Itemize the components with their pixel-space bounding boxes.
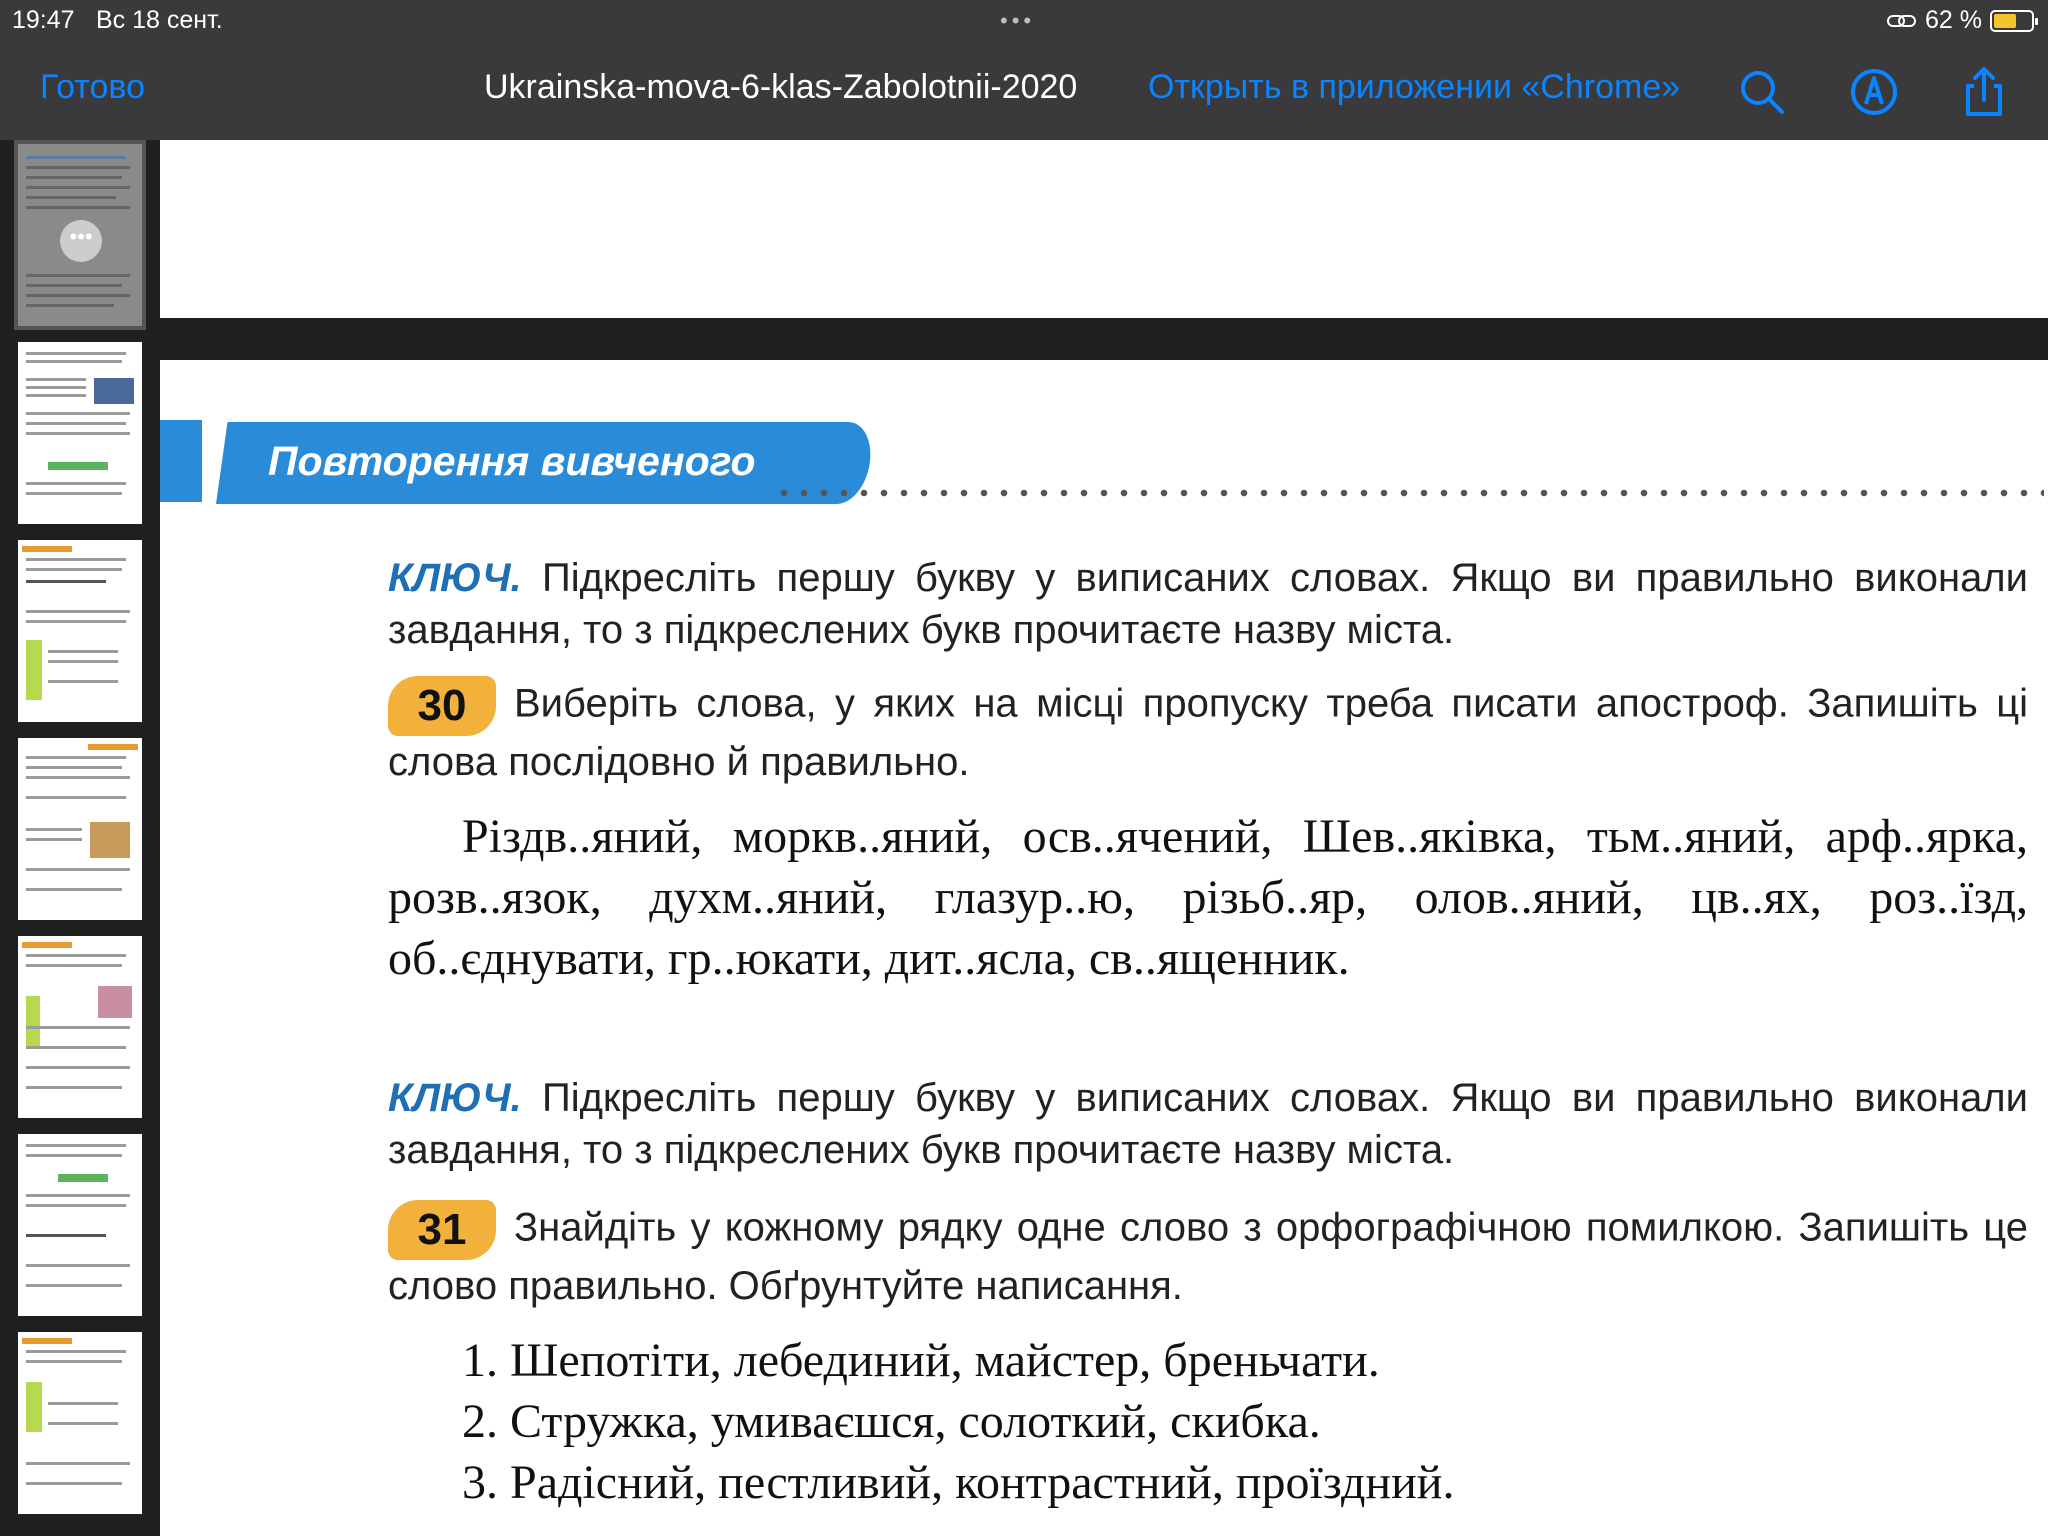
status-time: 19:47 (12, 6, 75, 34)
exercise-31-item: 2. Стружка, умиваєшся, солоткий, скибка. (462, 1395, 1321, 1448)
share-icon[interactable] (1956, 64, 2012, 120)
open-in-chrome-button[interactable]: Открыть в приложении «Chrome» (1148, 68, 1681, 106)
key-label: КЛЮЧ. (388, 556, 522, 600)
section-title: Повторення вивченого (268, 438, 756, 484)
key-instruction-2 (388, 1072, 2028, 1176)
previous-page-bottom (160, 140, 2048, 318)
key-text: Підкресліть першу букву у виписаних словах. Якщо ви правильно виконали завдання, то з підкреслених букв прочитаєте назву міста. (388, 556, 2028, 652)
markup-icon[interactable] (1846, 64, 1902, 120)
exercise-text: Виберіть слова, у яких на місці пропуску треба писати апостроф. Запишіть ці слова послідовно й правильно. (388, 681, 2028, 784)
section-banner-stripe (160, 420, 202, 502)
key-instruction-1 (388, 552, 2028, 656)
key-text: Підкресліть першу букву у виписаних словах. Якщо ви правильно виконали завдання, то з підкреслених букв прочитаєте назву міста. (388, 1076, 2028, 1172)
status-right (1887, 6, 2034, 35)
page-thumbnail[interactable] (18, 1332, 142, 1514)
status-bar (0, 0, 2048, 44)
link-icon (1887, 12, 1917, 30)
exercise-text: Знайдіть у кожному рядку одне слово з орфографічною помилкою. Запишіть це слово правильно. Обґрунтуйте написання. (388, 1205, 2028, 1308)
exercise-31-item: 1. Шепотіти, лебединий, майстер, бреньчати. (462, 1334, 1380, 1387)
exercise-31-item: 3. Радісний, пестливий, контрастний, проїздний. (462, 1456, 1455, 1509)
page-thumbnail[interactable] (18, 1134, 142, 1316)
page-thumbnails-sidebar[interactable] (0, 140, 160, 1536)
navigation-bar (0, 44, 2048, 140)
page-separator (160, 318, 2048, 360)
page-thumbnail[interactable] (18, 738, 142, 920)
status-date: Вс 18 сент. (96, 6, 223, 34)
document-page (160, 360, 2048, 1536)
key-label: КЛЮЧ. (388, 1076, 522, 1120)
battery-icon (1990, 10, 2034, 32)
exercise-number-badge: 30 (388, 676, 496, 736)
page-thumbnail[interactable] (18, 936, 142, 1118)
dotted-divider (774, 488, 2044, 498)
done-button[interactable]: Готово (40, 68, 145, 106)
multitasking-dots-icon[interactable]: ••• (1000, 8, 1036, 33)
more-icon[interactable]: ••• (60, 220, 102, 262)
document-title: Ukrainska-mova-6-klas-Zabolotnii-2020 (484, 68, 1078, 106)
page-thumbnail[interactable] (18, 540, 142, 722)
battery-percent: 62 % (1925, 6, 1982, 34)
page-thumbnail[interactable] (18, 342, 142, 524)
exercise-31 (388, 1200, 2028, 1312)
exercise-30-words: Різдв..яний, моркв..яний, осв..ячений, Шев..яківка, тьм..яний, арф..ярка, розв..язок, духм..яний, глазур..ю, різьб..яр, олов..яний, цв..ях, роз..їзд, об..єднувати, гр..юкати, дит..ясла, св..ященник. (388, 810, 2028, 985)
exercise-number-badge: 31 (388, 1200, 496, 1260)
exercise-30 (388, 676, 2028, 788)
page-thumbnail[interactable] (18, 144, 142, 326)
search-icon[interactable] (1734, 64, 1790, 120)
